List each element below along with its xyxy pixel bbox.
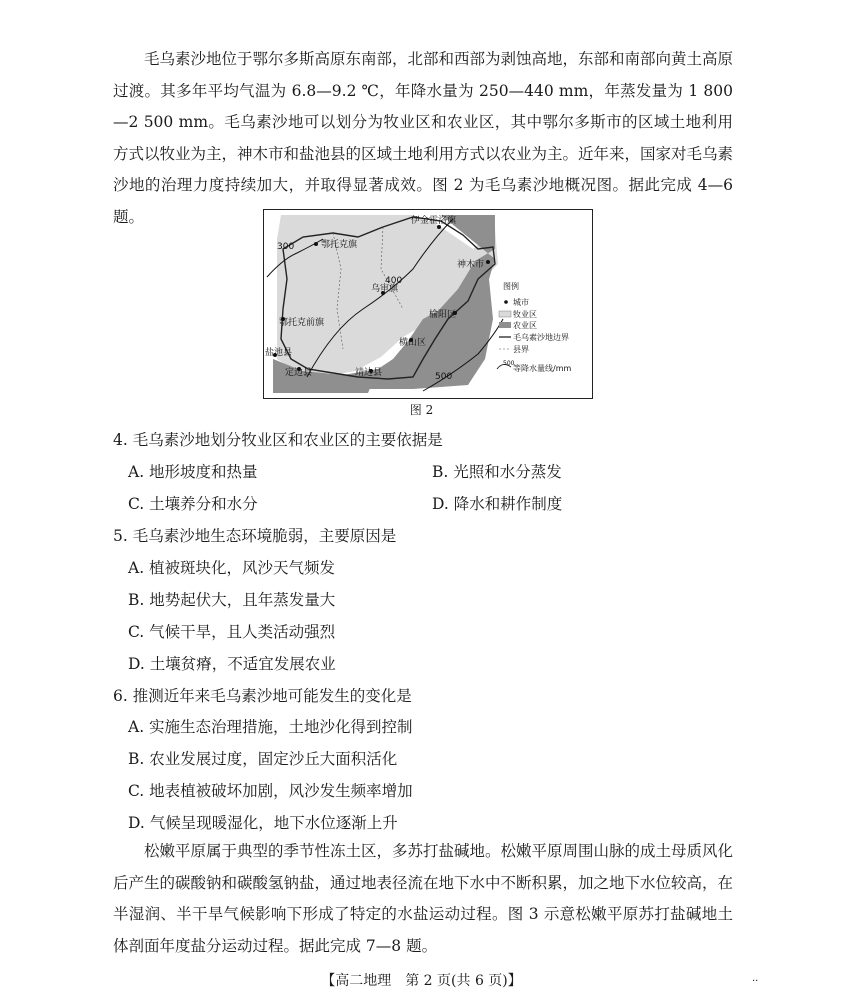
figure-2-map [263, 209, 593, 399]
legend-city: 城市 [513, 298, 529, 307]
city-dot-shenmu [486, 260, 490, 264]
question-6-stem: 6. 推测近年来毛乌素沙地可能发生的变化是 [113, 687, 412, 705]
q5-option-a: A. 植被斑块化，风沙天气频发 [128, 559, 336, 577]
legend-boundary: 毛乌素沙地边界 [513, 333, 569, 342]
label-dingbian: 定边县 [285, 368, 313, 378]
q5-option-b: B. 地势起伏大，且年蒸发量大 [128, 591, 336, 609]
label-jingbian: 靖边县 [355, 368, 383, 378]
label-etuokeqian: 鄂托克前旗 [279, 318, 325, 328]
isohyet-300-label: 300 [277, 242, 295, 252]
label-hengshan: 横山区 [399, 338, 427, 348]
q4-option-b: B. 光照和水分蒸发 [432, 463, 562, 481]
legend-title: 图例 [503, 282, 519, 291]
legend-farm-swatch [499, 322, 511, 328]
legend-pasture: 牧业区 [513, 310, 537, 319]
legend-farm: 农业区 [513, 321, 537, 330]
city-dot-etuoke [314, 242, 318, 246]
label-shenmu: 神木市 [457, 260, 485, 270]
q4-option-c: C. 土壤养分和水分 [128, 495, 258, 513]
label-wushen: 乌审旗 [371, 284, 399, 294]
legend-city-icon [504, 300, 508, 304]
map-svg [263, 209, 593, 399]
q5-option-d: D. 土壤贫瘠，不适宜发展农业 [128, 655, 336, 673]
legend-isohyet: 等降水量线/mm [513, 364, 572, 373]
intro-paragraph-1: 毛乌素沙地位于鄂尔多斯高原东南部，北部和西部为剥蚀高地，东部和南部向黄土高原过渡。其多年平均气温为 6.8—9.2 ℃，年降水量为 250—440 mm，年蒸发量为 1 800—2 500 mm。毛乌素沙地可以划分为牧业区和农业区，其中鄂尔多斯市的区域土地利用方式以牧业为主，神木市和盐池县的区域土地利用方式以农业为主。近年来，国家对毛乌素沙地的治理力度持续加大，并取得显著成效。图 2 为毛乌素沙地概况图。据此完成 4—6 题。 [113, 50, 734, 226]
label-yijinhuoluo: 伊金霍洛旗 [411, 216, 457, 226]
isohyet-400-label: 400 [385, 276, 403, 286]
figure-caption: 图 2 [409, 403, 434, 417]
label-yanchi: 盐池县 [265, 348, 293, 358]
legend-border: 县界 [513, 345, 529, 354]
question-4-stem: 4. 毛乌素沙地划分牧业区和农业区的主要依据是 [113, 431, 443, 449]
question-5-stem: 5. 毛乌素沙地生态环境脆弱，主要原因是 [113, 527, 397, 545]
legend-isohyet-value: 500 [503, 360, 515, 367]
label-etuoke: 鄂托克旗 [321, 240, 358, 250]
label-yuyang: 榆阳区 [429, 310, 457, 320]
footer-mark: ·· [752, 976, 759, 987]
q6-option-b: B. 农业发展过度，固定沙丘大面积活化 [128, 750, 398, 768]
q6-option-c: C. 地表植被破坏加剧，风沙发生频率增加 [128, 782, 413, 800]
page-footer: 【高二地理 第 2 页(共 6 页)】 [321, 973, 522, 989]
q6-option-a: A. 实施生态治理措施，土地沙化得到控制 [128, 718, 413, 736]
intro-paragraph-2: 松嫩平原属于典型的季节性冻土区，多苏打盐碱地。松嫩平原周围山脉的成土母质风化后产生的碳酸钠和碳酸氢钠盐，通过地表径流在地下水中不断积累，加之地下水位较高，在半湿润、半干旱气候影响下形成了特定的水盐运动过程。图 3 示意松嫩平原苏打盐碱地土体剖面年度盐分运动过程。据此完成 7—8 题。 [113, 842, 734, 955]
legend-pasture-swatch [499, 311, 511, 317]
q4-option-d: D. 降水和耕作制度 [432, 495, 563, 513]
q4-option-a: A. 地形坡度和热量 [128, 463, 258, 481]
q6-option-d: D. 气候呈现暖湿化，地下水位逐渐上升 [128, 814, 398, 832]
q5-option-c: C. 气候干旱，且人类活动强烈 [128, 623, 336, 641]
isohyet-500-label: 500 [435, 372, 453, 382]
